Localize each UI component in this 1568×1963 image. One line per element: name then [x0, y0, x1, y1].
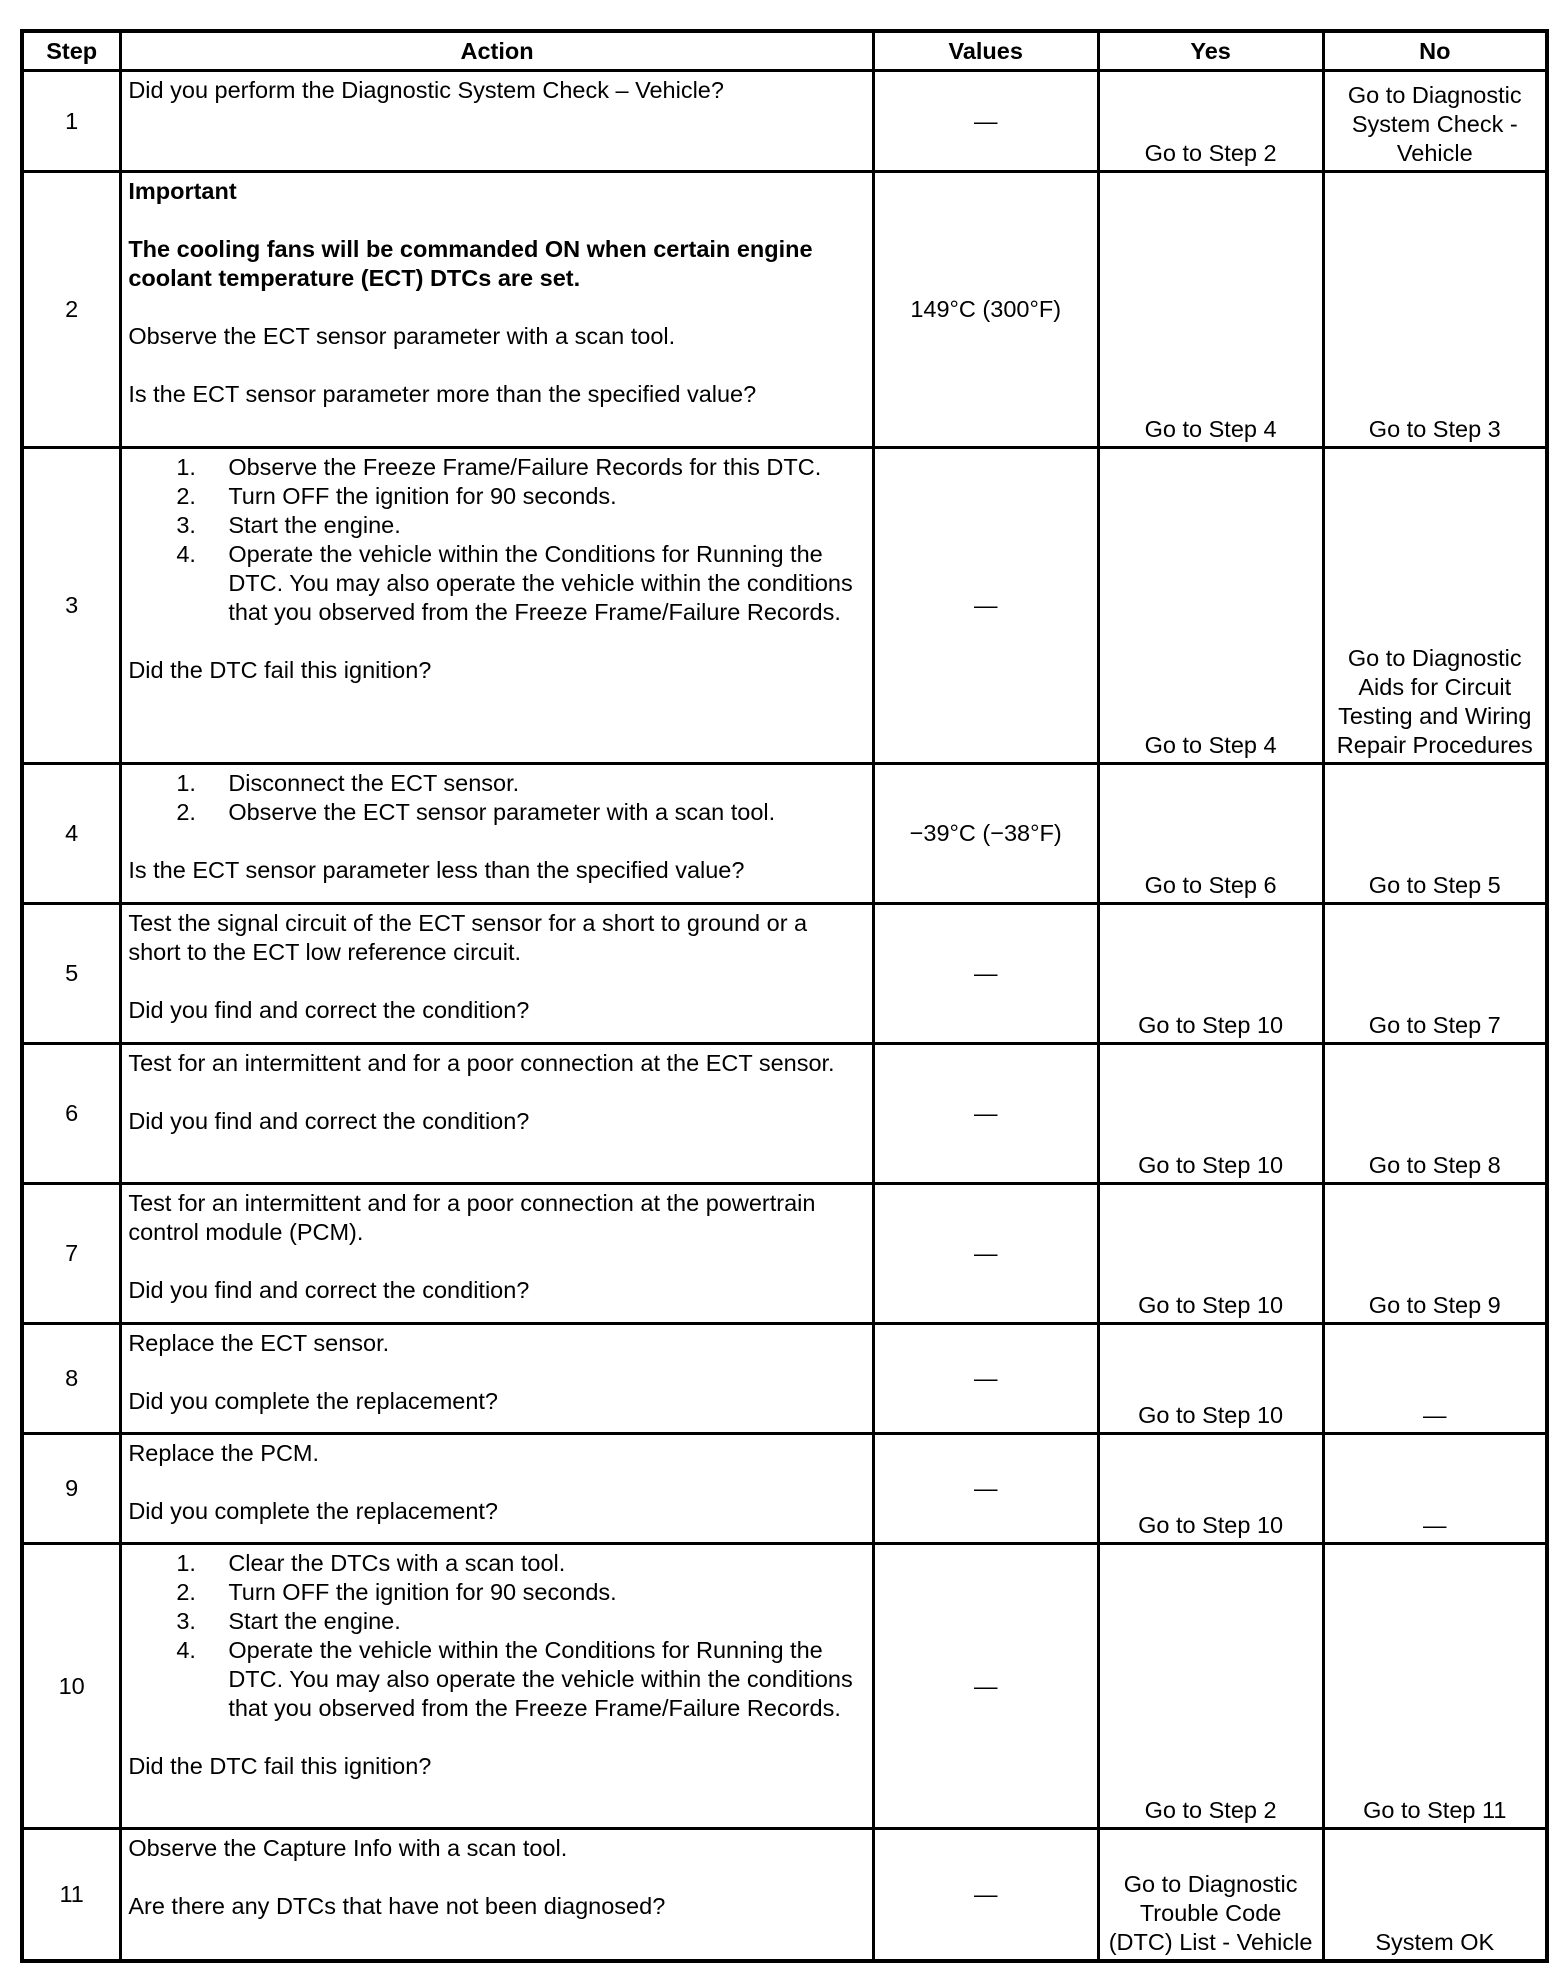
step-number: 3 [22, 448, 121, 764]
no-cell: Go to Step 5 [1323, 764, 1547, 904]
header-row [22, 31, 1547, 71]
yes-cell: Go to Step 10 [1098, 1044, 1323, 1184]
list-item: 3. Start the engine. [176, 512, 401, 538]
no-cell: Go to Step 8 [1323, 1044, 1547, 1184]
action-cell [121, 1544, 873, 1829]
list-item: 2. Turn OFF the ignition for 90 seconds. [176, 1579, 617, 1605]
no-cell: — [1323, 1324, 1547, 1434]
value-cell: — [873, 71, 1098, 172]
header-step: Step [22, 31, 121, 71]
yes-cell: Go to Step 10 [1098, 1434, 1323, 1544]
important-label: Important [128, 178, 237, 204]
value-cell: −39°C (−38°F) [873, 764, 1098, 904]
list-item: 1. Observe the Freeze Frame/Failure Records for this DTC. [176, 454, 822, 480]
value-cell: — [873, 1044, 1098, 1184]
yes-cell: Go to Step 10 [1098, 904, 1323, 1044]
action-text: Replace the ECT sensor. [128, 1330, 390, 1356]
no-cell: Go to Step 3 [1323, 172, 1547, 448]
yes-cell: Go to Step 10 [1098, 1184, 1323, 1324]
action-text: Test for an intermittent and for a poor connection at the ECT sensor. [128, 1050, 835, 1076]
value-cell: 149°C (300°F) [873, 172, 1098, 448]
yes-cell: Go to Step 4 [1098, 172, 1323, 448]
yes-cell: Go to Step 10 [1098, 1324, 1323, 1434]
table-row [22, 1324, 1547, 1434]
step-number: 4 [22, 764, 121, 904]
yes-cell: Go to Step 6 [1098, 764, 1323, 904]
table-row [22, 1044, 1547, 1184]
step-number: 7 [22, 1184, 121, 1324]
value-cell: — [873, 1434, 1098, 1544]
action-list [128, 769, 865, 827]
action-cell [121, 1434, 873, 1544]
list-item: 2. Turn OFF the ignition for 90 seconds. [176, 483, 617, 509]
action-question: Did you find and correct the condition? [128, 1108, 530, 1134]
action-text: Observe the Capture Info with a scan tool. [128, 1835, 568, 1861]
step-number: 5 [22, 904, 121, 1044]
action-cell [121, 448, 873, 764]
no-cell: Go to Step 9 [1323, 1184, 1547, 1324]
step-number: 9 [22, 1434, 121, 1544]
action-question: Is the ECT sensor parameter less than the specified value? [128, 857, 745, 883]
table-row [22, 904, 1547, 1044]
action-cell [121, 71, 873, 172]
table-row [22, 764, 1547, 904]
step-number: 10 [22, 1544, 121, 1829]
diagnostic-table [20, 29, 1549, 1963]
table-row [22, 1829, 1547, 1961]
step-number: 1 [22, 71, 121, 172]
value-cell: — [873, 1324, 1098, 1434]
table-row [22, 448, 1547, 764]
yes-cell: Go to Diagnostic Trouble Code (DTC) List - Vehicle [1098, 1829, 1323, 1961]
header-action: Action [121, 31, 873, 71]
no-cell: System OK [1323, 1829, 1547, 1961]
value-cell: — [873, 1184, 1098, 1324]
action-cell [121, 1044, 873, 1184]
action-text: Observe the ECT sensor parameter with a scan tool. [128, 323, 676, 349]
value-cell: — [873, 448, 1098, 764]
list-item: 4. Operate the vehicle within the Conditions for Running the DTC. You may also operate the vehicle within the conditions that you observed from the Freeze Frame/Failure Records. [176, 541, 853, 625]
value-cell: — [873, 1544, 1098, 1829]
table-row [22, 71, 1547, 172]
yes-cell: Go to Step 2 [1098, 71, 1323, 172]
step-number: 2 [22, 172, 121, 448]
action-cell [121, 1184, 873, 1324]
action-text: Test the signal circuit of the ECT sensor for a short to ground or a short to the ECT low reference circuit. [128, 910, 808, 965]
no-cell: — [1323, 1434, 1547, 1544]
action-question: Did you find and correct the condition? [128, 997, 530, 1023]
header-values: Values [873, 31, 1098, 71]
yes-cell: Go to Step 4 [1098, 448, 1323, 764]
list-item: 3. Start the engine. [176, 1608, 401, 1634]
action-cell [121, 1829, 873, 1961]
step-number: 11 [22, 1829, 121, 1961]
action-question: Did the DTC fail this ignition? [128, 1753, 432, 1779]
action-text: Replace the PCM. [128, 1440, 320, 1466]
header-no: No [1323, 31, 1547, 71]
action-question: Is the ECT sensor parameter more than the specified value? [128, 381, 757, 407]
action-question: Did you find and correct the condition? [128, 1277, 530, 1303]
table-row [22, 1434, 1547, 1544]
action-cell [121, 904, 873, 1044]
yes-cell: Go to Step 2 [1098, 1544, 1323, 1829]
list-item: 2. Observe the ECT sensor parameter with a scan tool. [176, 799, 776, 825]
action-cell [121, 1324, 873, 1434]
action-text: Test for an intermittent and for a poor connection at the powertrain control module (PCM). [128, 1190, 816, 1245]
action-cell [121, 764, 873, 904]
action-question: Did the DTC fail this ignition? [128, 657, 432, 683]
table-row [22, 172, 1547, 448]
no-cell: Go to Diagnostic System Check - Vehicle [1323, 71, 1547, 172]
important-text: The cooling fans will be commanded ON when certain engine coolant temperature (ECT) DTCs are set. [128, 236, 813, 291]
no-cell: Go to Diagnostic Aids for Circuit Testing and Wiring Repair Procedures [1323, 448, 1547, 764]
action-list [128, 1549, 865, 1723]
no-cell: Go to Step 11 [1323, 1544, 1547, 1829]
action-cell [121, 172, 873, 448]
step-number: 6 [22, 1044, 121, 1184]
action-question: Did you complete the replacement? [128, 1498, 499, 1524]
action-list [128, 453, 865, 627]
step-number: 8 [22, 1324, 121, 1434]
list-item: 4. Operate the vehicle within the Conditions for Running the DTC. You may also operate the vehicle within the conditions that you observed from the Freeze Frame/Failure Records. [176, 1637, 853, 1721]
action-question: Are there any DTCs that have not been diagnosed? [128, 1893, 666, 1919]
value-cell: — [873, 1829, 1098, 1961]
action-question: Did you complete the replacement? [128, 1388, 499, 1414]
table-row [22, 1184, 1547, 1324]
table-row [22, 1544, 1547, 1829]
value-cell: — [873, 904, 1098, 1044]
no-cell: Go to Step 7 [1323, 904, 1547, 1044]
list-item: 1. Disconnect the ECT sensor. [176, 770, 520, 796]
action-text: Did you perform the Diagnostic System Check – Vehicle? [128, 77, 724, 103]
list-item: 1. Clear the DTCs with a scan tool. [176, 1550, 566, 1576]
header-yes: Yes [1098, 31, 1323, 71]
